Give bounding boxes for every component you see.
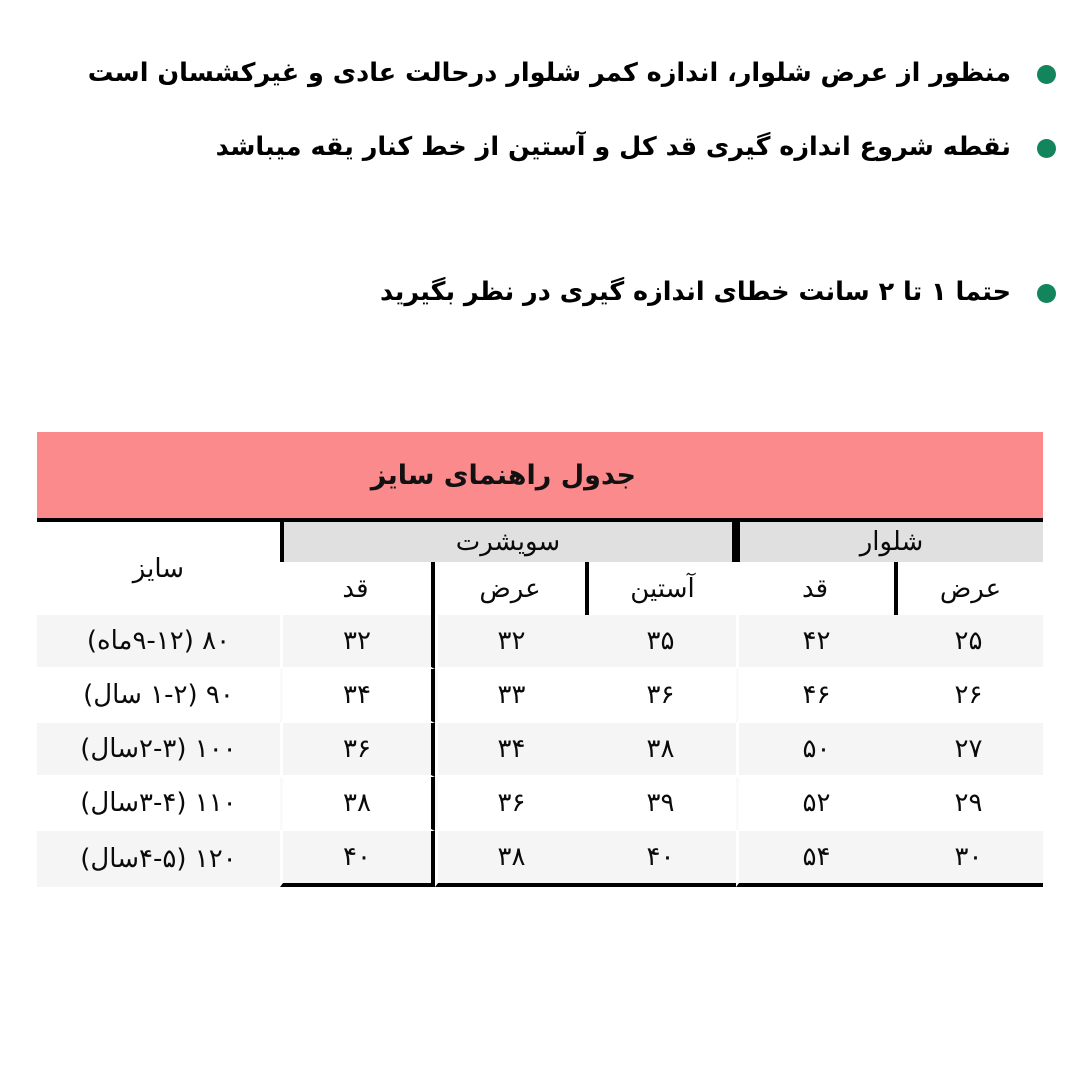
cell-sleeve: ۳۶ [585,669,736,723]
note-text: منظور از عرض شلوار، اندازه کمر شلوار درحالت عادی و غیرکشسان است [87,58,1011,88]
note-item [0,275,1080,309]
cell-pants-width: ۲۵ [894,615,1043,669]
cell-pants-width: ۲۹ [894,777,1043,831]
column-group-sweatshirt: سویشرت [280,518,736,562]
cell-size: ۱۰۰ (۲-۳سال) [37,723,280,777]
cell-chest-width: ۳۳ [435,669,585,723]
cell-body-length: ۳۶ [280,723,435,777]
cell-sleeve: ۳۵ [585,615,736,669]
cell-pants-width: ۲۷ [894,723,1043,777]
column-header-body-length: قد [280,562,435,615]
cell-pants-length: ۴۶ [736,669,894,723]
cell-pants-length: ۵۰ [736,723,894,777]
column-group-size: سایز [37,518,280,615]
size-guide-table [37,518,1043,887]
group-header-row [37,518,1043,562]
cell-body-length: ۴۰ [280,831,435,887]
table-row [37,777,1043,831]
note-item [0,56,1080,90]
size-guide-table-container [37,432,1043,887]
column-header-pants-length: قد [736,562,894,615]
cell-size: ۹۰ (۱-۲ سال) [37,669,280,723]
cell-body-length: ۳۴ [280,669,435,723]
cell-pants-length: ۵۴ [736,831,894,887]
table-row [37,723,1043,777]
column-header-sleeve: آستین [585,562,736,615]
column-header-chest-width: عرض [435,562,585,615]
column-group-pants: شلوار [736,518,1043,562]
cell-body-length: ۳۸ [280,777,435,831]
bullet-dot-icon [1037,65,1056,84]
cell-size: ۱۱۰ (۳-۴سال) [37,777,280,831]
cell-chest-width: ۳۲ [435,615,585,669]
page-title: جدول راهنمای سایز [370,459,636,491]
bullet-dot-icon [1037,139,1056,158]
measurement-notes-list [0,0,1080,309]
cell-pants-length: ۴۲ [736,615,894,669]
note-item [0,130,1080,164]
cell-pants-width: ۲۶ [894,669,1043,723]
cell-pants-width: ۳۰ [894,831,1043,887]
cell-size: ۱۲۰ (۴-۵سال) [37,831,280,887]
size-guide-title-bar [37,432,1043,518]
table-row [37,669,1043,723]
column-header-pants-width: عرض [894,562,1043,615]
table-body [37,615,1043,887]
cell-pants-length: ۵۲ [736,777,894,831]
note-text: نقطه شروع اندازه گیری قد کل و آستین از خط کنار یقه میباشد [215,132,1011,163]
cell-sleeve: ۴۰ [585,831,736,887]
cell-size: ۸۰ (۹-۱۲ماه) [37,615,280,669]
table-row [37,615,1043,669]
cell-chest-width: ۳۸ [435,831,585,887]
table-row [37,831,1043,887]
cell-chest-width: ۳۶ [435,777,585,831]
cell-body-length: ۳۲ [280,615,435,669]
cell-sleeve: ۳۹ [585,777,736,831]
cell-sleeve: ۳۸ [585,723,736,777]
cell-chest-width: ۳۴ [435,723,585,777]
note-text: حتما ۱ تا ۲ سانت خطای اندازه گیری در نظر بگیرید [380,276,1011,307]
bullet-dot-icon [1037,284,1056,303]
table-head [37,518,1043,615]
